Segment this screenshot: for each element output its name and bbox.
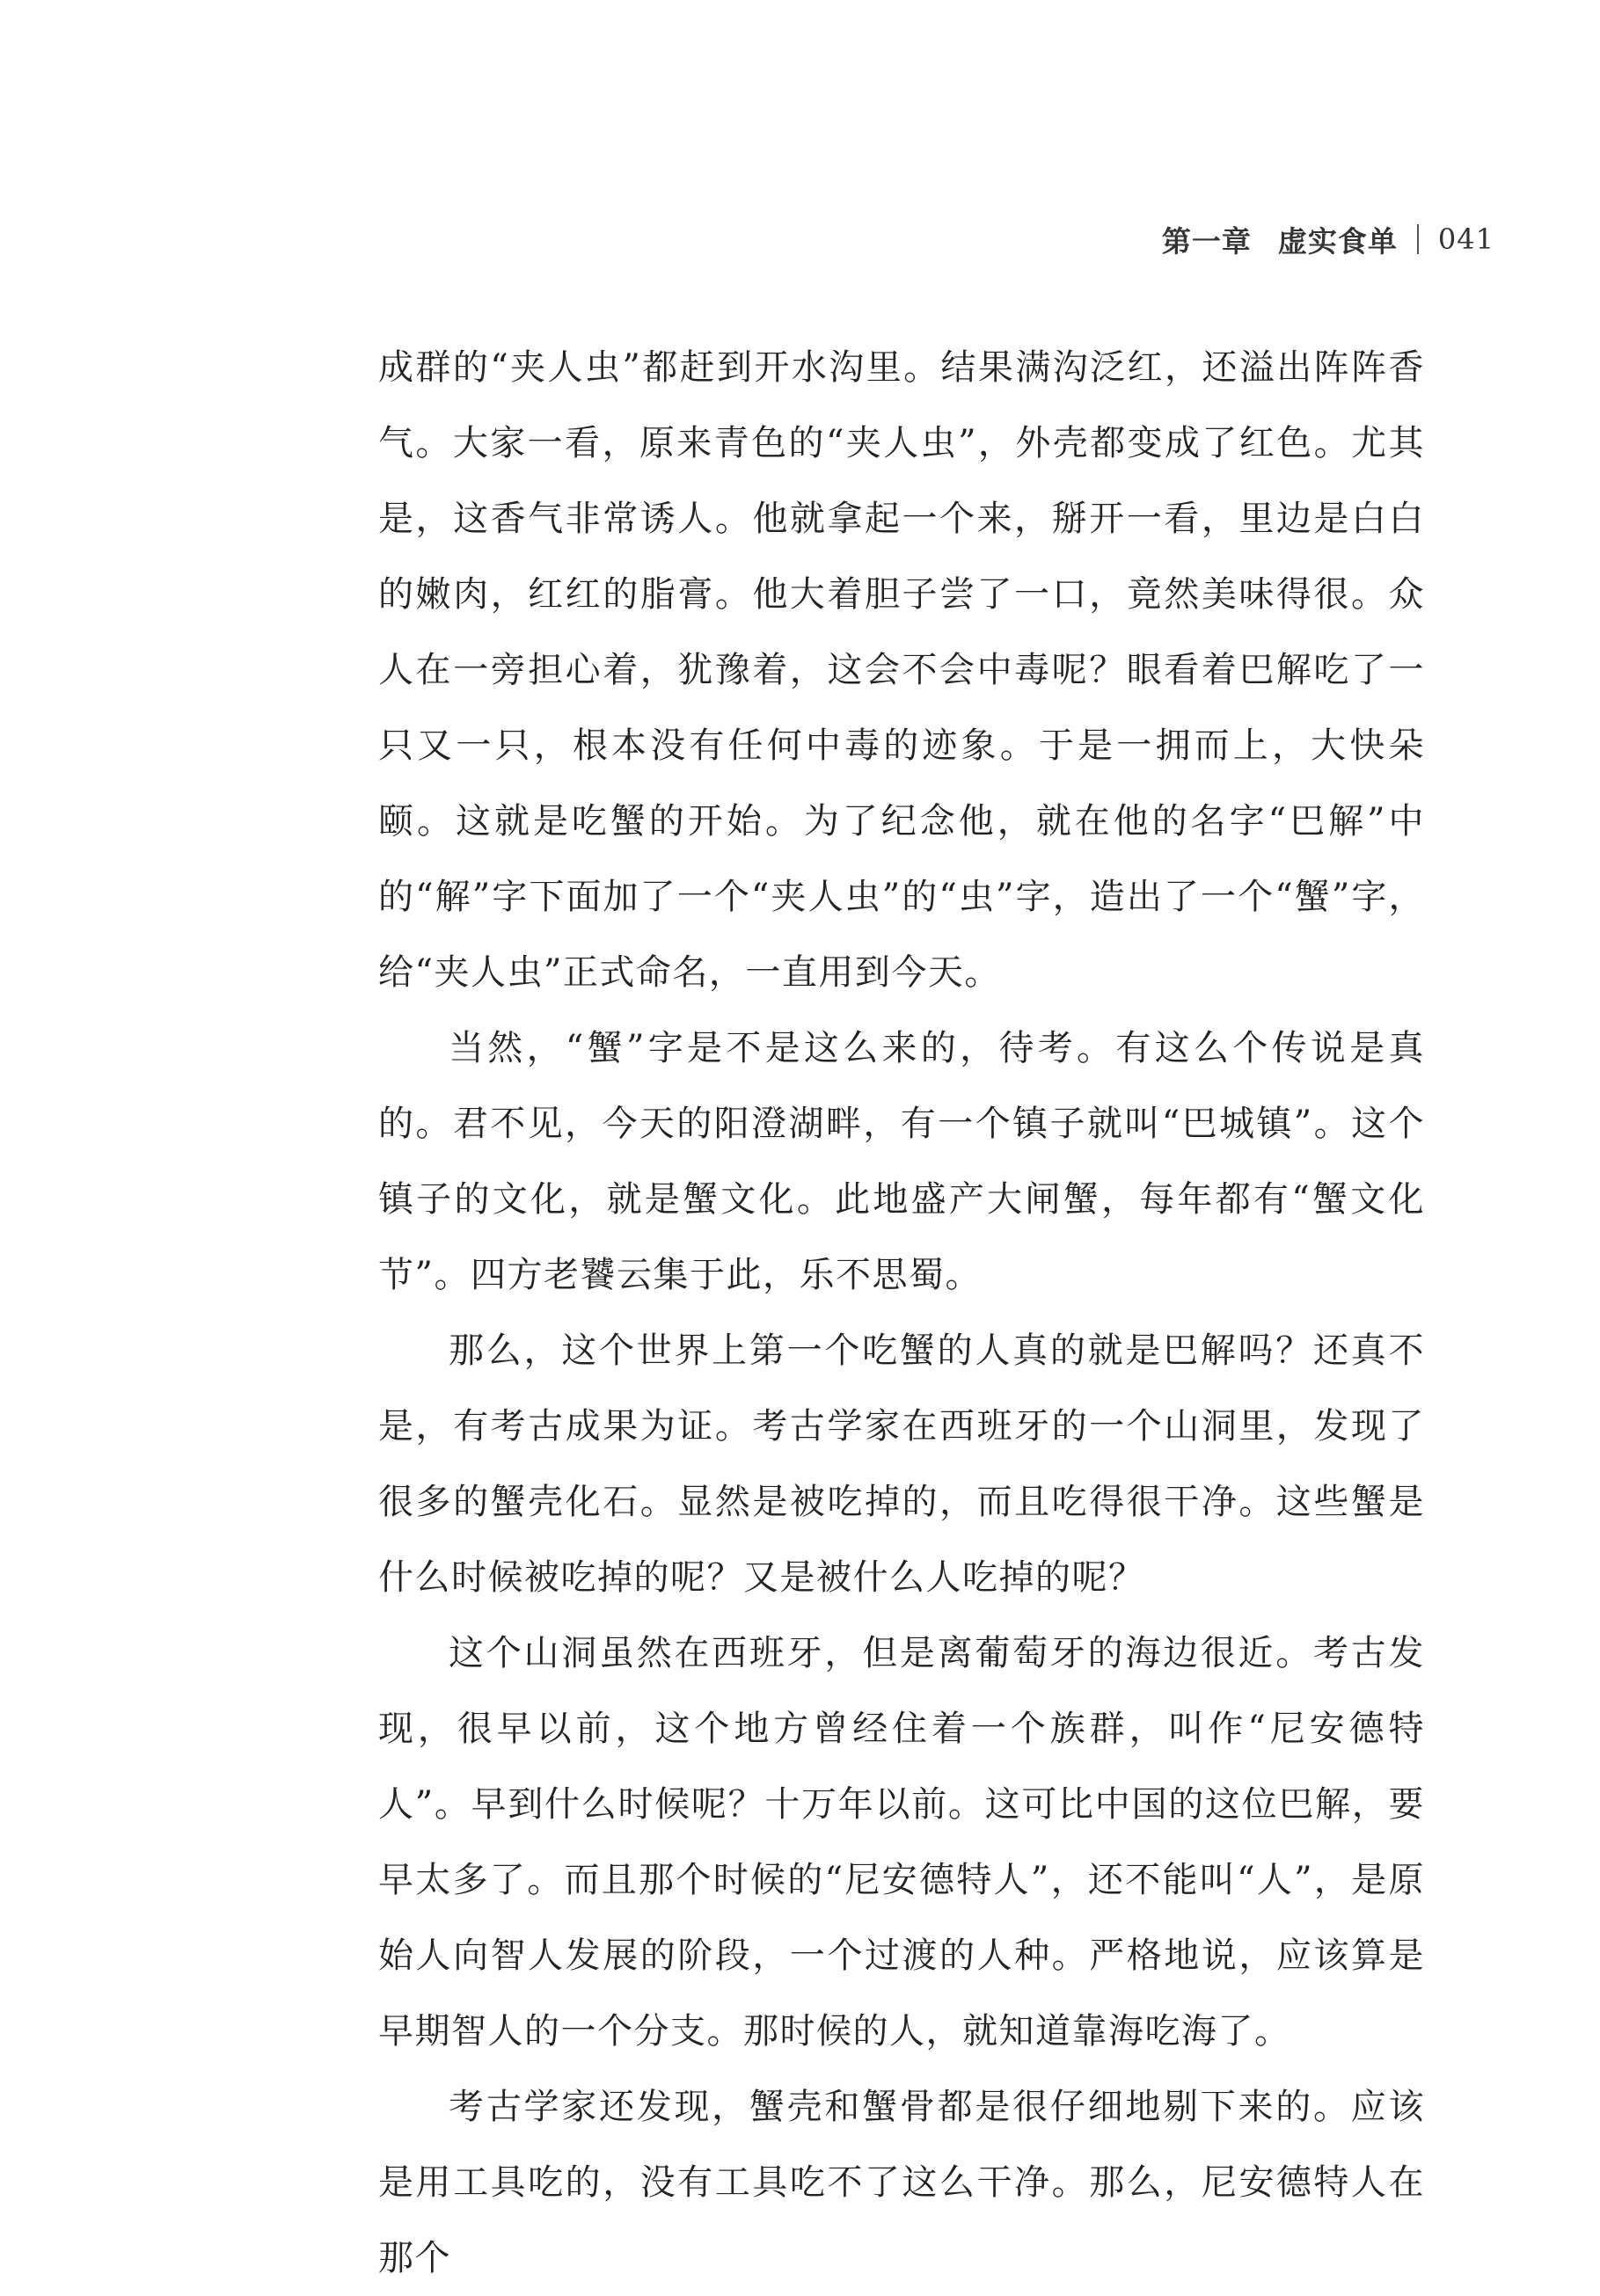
paragraph: 当然，“蟹”字是不是这么来的，待考。有这么个传说是真的。君不见，今天的阳澄湖畔，有一个镇子就叫“巴城镇”。这个镇子的文化，就是蟹文化。此地盛产大闸蟹，每年都有“蟹文化节”。四方老饕云集于此，乐不思蜀。 — [378, 1028, 1425, 1295]
paragraph: 那么，这个世界上第一个吃蟹的人真的就是巴解吗？还真不是，有考古成果为证。考古学家在西班牙的一个山洞里，发现了很多的蟹壳化石。显然是被吃掉的，而且吃得很干净。这些蟹是什么时候被吃掉的呢？又是被什么人吃掉的呢？ — [378, 1330, 1425, 1598]
chapter-label: 第一章 — [1161, 223, 1252, 259]
header-separator — [1417, 224, 1419, 254]
paragraph: 考古学家还发现，蟹壳和蟹骨都是很仔细地剔下来的。应该是用工具吃的，没有工具吃不了这么干净。那么，尼安德特人在那个 — [378, 2087, 1425, 2278]
running-header — [1162, 220, 1494, 259]
paragraph-continued: 成群的“夹人虫”都赶到开水沟里。结果满沟泛红，还溢出阵阵香气。大家一看，原来青色的“夹人虫”，外壳都变成了红色。尤其是，这香气非常诱人。他就拿起一个来，掰开一看，里边是白白的嫩肉，红红的脂膏。他大着胆子尝了一口，竟然美味得很。众人在一旁担心着，犹豫着，这会不会中毒呢？眼看着巴解吃了一只又一只，根本没有任何中毒的迹象。于是一拥而上，大快朵颐。这就是吃蟹的开始。为了纪念他，就在他的名字“巴解”中的“解”字下面加了一个“夹人虫”的“虫”字，造出了一个“蟹”字，给“夹人虫”正式命名，一直用到今天。 — [378, 347, 1425, 993]
chapter-title: 虚实食单 — [1277, 223, 1398, 259]
page-number: 041 — [1437, 222, 1494, 256]
paragraph: 这个山洞虽然在西班牙，但是离葡萄牙的海边很近。考古发现，很早以前，这个地方曾经住着一个族群，叫作“尼安德特人”。早到什么时候呢？十万年以前。这可比中国的这位巴解，要早太多了。而且那个时候的“尼安德特人”，还不能叫“人”，是原始人向智人发展的阶段，一个过渡的人种。严格地说，应该算是早期智人的一个分支。那时候的人，就知道靠海吃海了。 — [378, 1633, 1425, 2052]
body-text — [378, 330, 1425, 2296]
